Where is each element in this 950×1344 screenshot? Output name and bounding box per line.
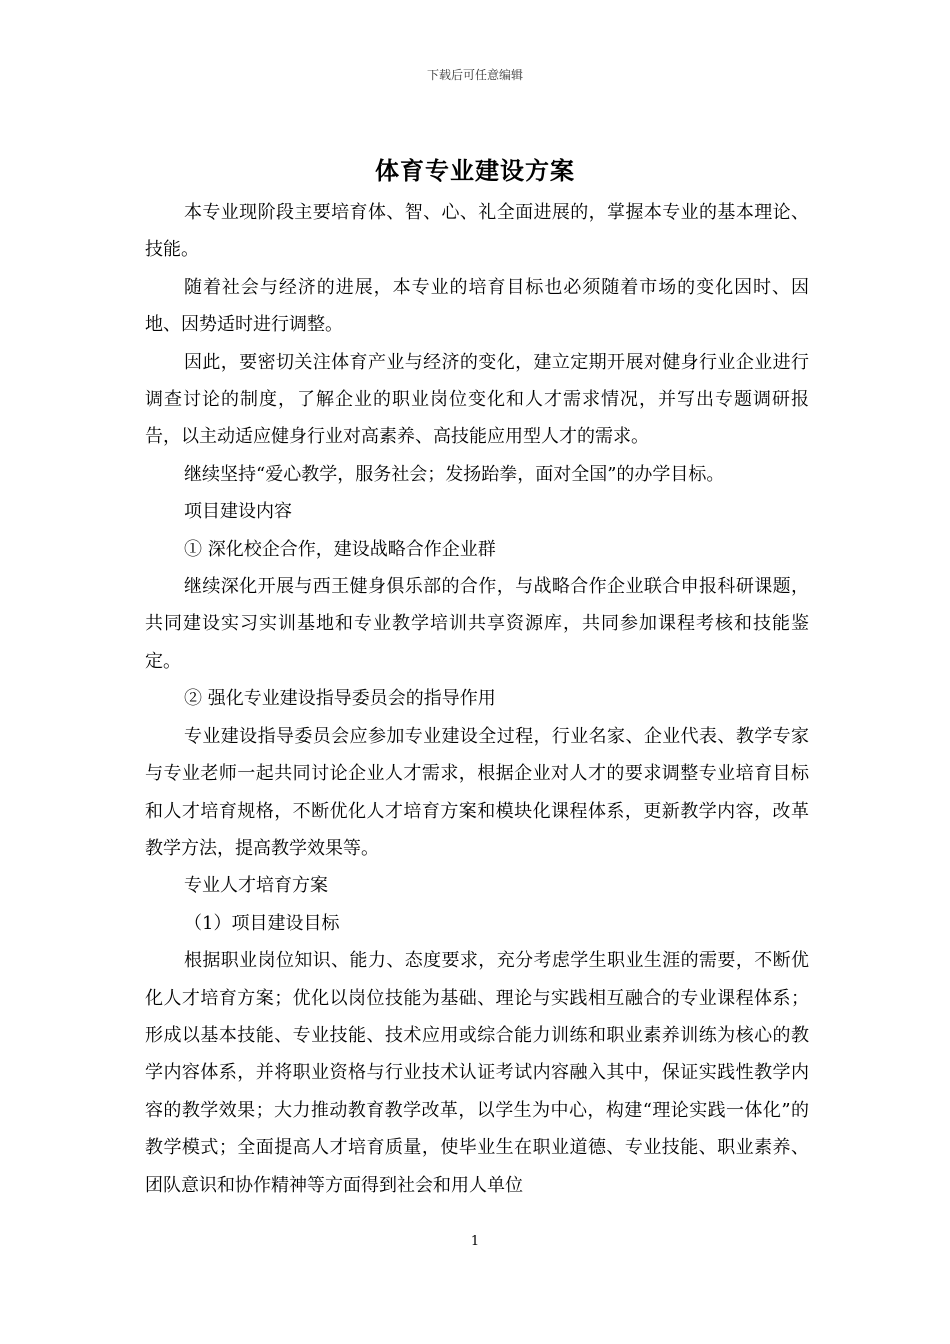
paragraph: 继续深化开展与西王健身俱乐部的合作，与战略合作企业联合申报科研课题，共同建设实习实训基地和专业教学培训共享资源库，共同参加课程考核和技能鉴定。 bbox=[145, 576, 809, 672]
section-heading: 项目建设内容 bbox=[184, 501, 292, 523]
paragraph: 根据职业岗位知识、能力、态度要求，充分考虑学生职业生涯的需要，不断优化人才培育方案；优化以岗位技能为基础、理论与实践相互融合的专业课程体系；形成以基本技能、专业技能、技术应用或综合能力训练和职业素养训练为核心的教学内容体系，并将职业资格与行业技术认证考试内容融入其中，保证实践性教学内容的教学效果；大力推动教育教学改革，以学生为中心，构建“理论实践一体化”的教学模式；全面提高人才培育质量，使毕业生在职业道德、专业技能、职业素养、团队意识和协作精神等方面得到社会和用人单位 bbox=[145, 950, 809, 1196]
subsection-heading: ② 强化专业建设指导委员会的指导作用 bbox=[184, 688, 496, 710]
document-body bbox=[145, 194, 809, 1204]
section-heading: 专业人才培育方案 bbox=[184, 875, 328, 897]
paragraph: 因此，要密切关注体育产业与经济的变化，建立定期开展对健身行业企业进行调查讨论的制度，了解企业的职业岗位变化和人才需求情况，并写出专题调研报告，以主动适应健身行业对高素养、高技能应用型人才的需求。 bbox=[145, 351, 809, 448]
paragraph: 专业建设指导委员会应参加专业建设全过程，行业名家、企业代表、教学专家与专业老师一起共同讨论企业人才需求，根据企业对人才的要求调整专业培育目标和人才培育规格，不断优化人才培育方案和模块化课程体系，更新教学内容，改革教学方法，提高教学效果等。 bbox=[145, 725, 809, 859]
paragraph: 本专业现阶段主要培育体、智、心、礼全面进展的，掌握本专业的基本理论、技能。 bbox=[145, 202, 809, 261]
header-note: 下载后可任意编辑 bbox=[426, 68, 523, 82]
subsection-heading: ① 深化校企合作，建设战略合作企业群 bbox=[184, 538, 496, 560]
paragraph: 随着社会与经济的进展，本专业的培育目标也必须随着市场的变化因时、因地、因势适时进行调整。 bbox=[145, 276, 809, 336]
document-title: 体育专业建设方案 bbox=[375, 156, 575, 185]
subsection-heading: （1）项目建设目标 bbox=[184, 912, 340, 934]
paragraph: 继续坚持“爱心教学，服务社会；发扬跆拳，面对全国”的办学目标。 bbox=[184, 463, 725, 485]
page-number: 1 bbox=[470, 1234, 480, 1249]
